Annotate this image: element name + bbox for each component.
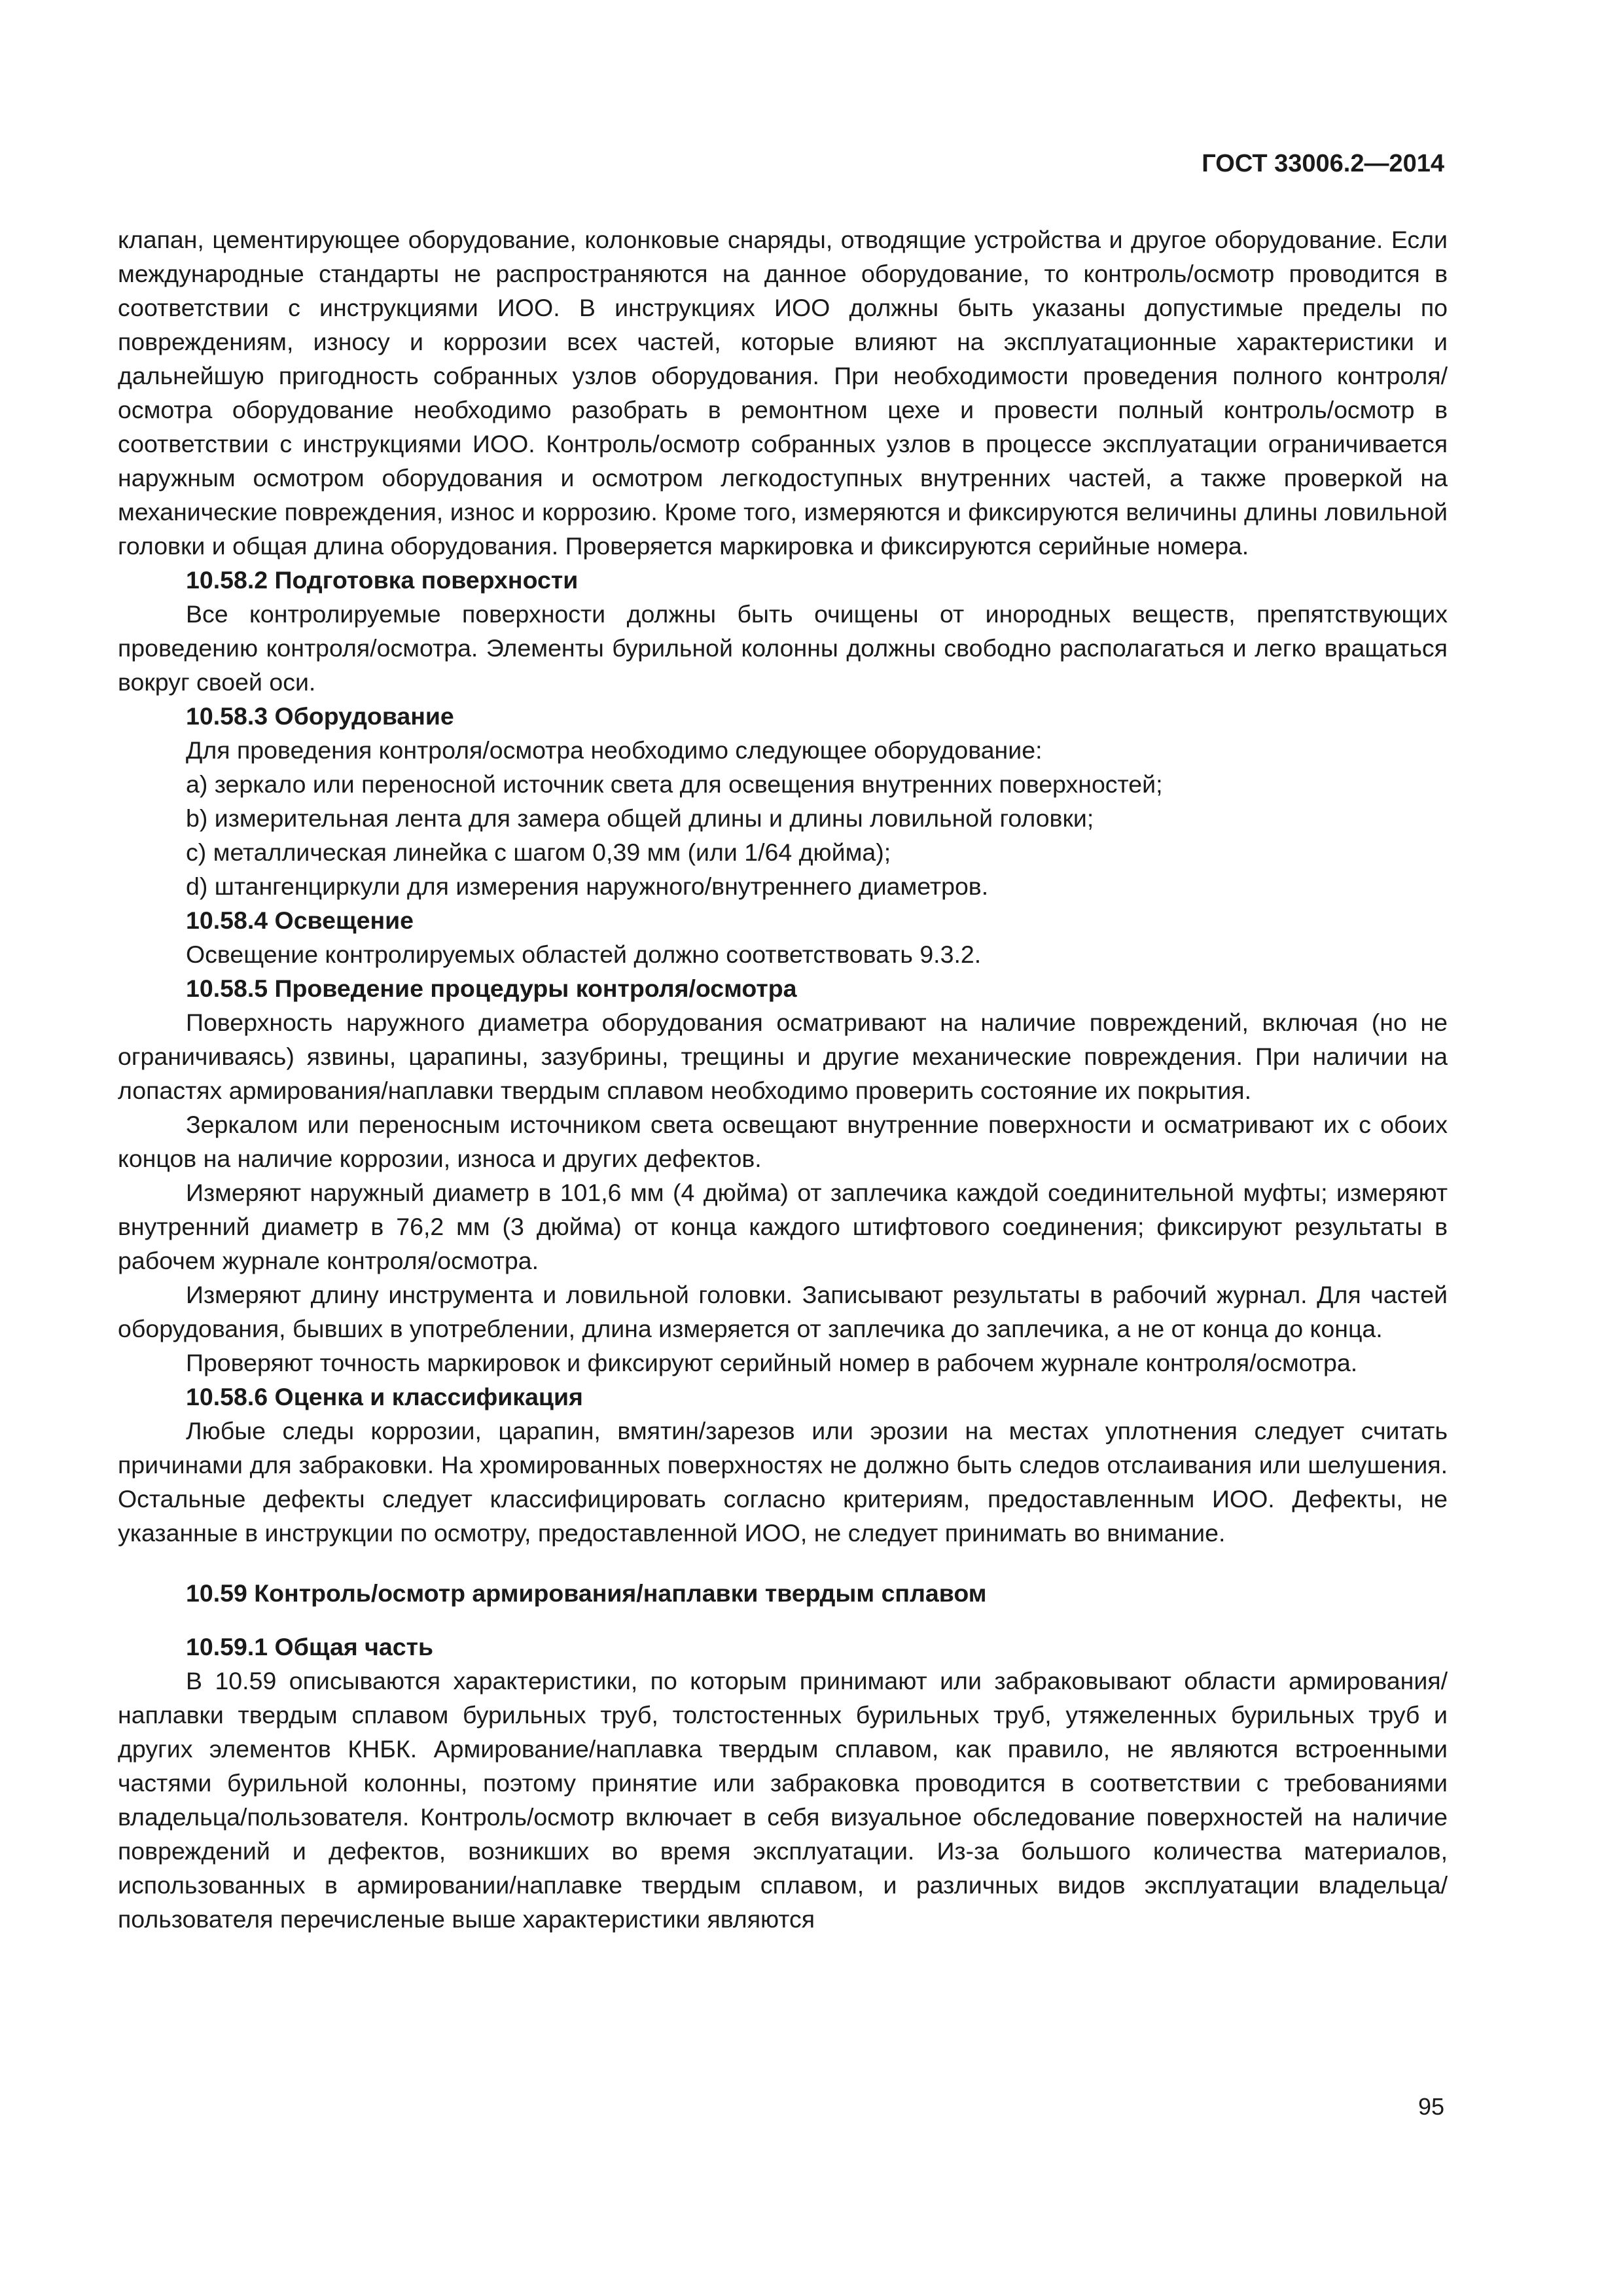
paragraph: Поверхность наружного диаметра оборудования осматривают на наличие повреждений, включая (но не ограничиваясь) язвины, царапины, зазубрины, трещины и другие механические повреждения. При наличии на лопастях армирования/наплавки твердым сплавом необходимо проверить состояние их покрытия. — [118, 1009, 1448, 1104]
paragraph: Измеряют длину инструмента и ловильной головки. Записывают результаты в рабочий журнал. Для частей оборудования, бывших в употреблении, длина измеряется от заплечика до заплечика, а не от конца до конца. — [118, 1281, 1448, 1342]
paragraph: Измеряют наружный диаметр в 101,6 мм (4 дюйма) от заплечика каждой соединительной муфты; измеряют внутренний диаметр в 76,2 мм (3 дюйма) от конца каждого штифтового соединения; фиксируют результаты в рабочем журнале контроля/осмотра. — [118, 1179, 1448, 1274]
paragraph: В 10.59 описываются характеристики, по которым принимают или забраковывают области армирования/наплавки твердым сплавом бурильных труб, толстостенных бурильных труб, утяжеленных бурильных труб и других элементов КНБК. Армирование/наплавка твердым сплавом, как правило, не являются встроенными частями бурильной колонны, поэтому принятие или забраковка проводится в соответствии с требованиями владельца/пользователя. Контроль/осмотр включает в себя визуальное обследование поверхностей на наличие повреждений и дефектов, возникших во время эксплуатации. Из-за большого количества материалов, использованных в армировании/наплавке твердым сплавом, и различных видов эксплуатации владельца/пользователя перечисленые выше характеристики являются — [118, 1667, 1448, 1933]
intro-paragraph: клапан, цементирующее оборудование, колонковые снаряды, отводящие устройства и другое оборудование. Если международные стандарты не распространяются на данное оборудование, то контроль/осмотр проводится в соответствии с инструкциями ИОО. В инструкциях ИОО должны быть указаны допустимые пределы по повреждениям, износу и коррозии всех частей, которые влияют на эксплуатационные характеристики и дальнейшую пригодность собранных узлов оборудования. При необходимости проведения полного контроля/осмотра оборудование необходимо разобрать в ремонтном цехе и провести полный контроль/осмотр в соответствии с инструкциями ИОО. Контроль/осмотр собранных узлов в процессе эксплуатации ограничивается наружным осмотром оборудования и осмотром легкодоступных внутренних частей, а также проверкой на механические повреждения, износ и коррозию. Кроме того, измеряются и фиксируются величины длины ловильной головки и общая длина оборудования. Проверяется маркировка и фиксируются серийные номера. — [118, 226, 1448, 560]
list-item: a) зеркало или переносной источник света для освещения внутренних поверхностей; — [186, 770, 1163, 798]
section-heading: 10.59.1 Общая часть — [186, 1633, 434, 1660]
paragraph: Зеркалом или переносным источником света освещают внутренние поверхности и осматривают их с обоих концов на наличие коррозии, износа и других дефектов. — [118, 1111, 1448, 1172]
section-heading: 10.58.4 Освещение — [186, 906, 414, 934]
paragraph: Для проведения контроля/осмотра необходимо следующее оборудование: — [186, 736, 1043, 764]
section-heading: 10.58.6 Оценка и классификация — [186, 1383, 583, 1410]
document-id-header: ГОСТ 33006.2—2014 — [1202, 150, 1444, 177]
list-item: d) штангенциркули для измерения наружного/внутреннего диаметров. — [186, 872, 989, 900]
list-item: c) металлическая линейка с шагом 0,39 мм (или 1/64 дюйма); — [186, 838, 891, 866]
section-heading: 10.58.5 Проведение процедуры контроля/осмотра — [186, 975, 797, 1002]
list-item: b) измерительная лента для замера общей длины и длины ловильной головки; — [186, 804, 1094, 832]
document-body — [118, 223, 1448, 1936]
paragraph: Проверяют точность маркировок и фиксируют серийный номер в рабочем журнале контроля/осмотра. — [186, 1349, 1358, 1376]
page-number: 95 — [1418, 2093, 1444, 2120]
section-heading-major: 10.59 Контроль/осмотр армирования/наплавки твердым сплавом — [186, 1579, 987, 1607]
paragraph: Все контролируемые поверхности должны быть очищены от инородных веществ, препятствующих проведению контроля/осмотра. Элементы бурильной колонны должны свободно располагаться и легко вращаться вокруг своей оси. — [118, 600, 1448, 696]
section-heading: 10.58.2 Подготовка поверхности — [186, 566, 579, 594]
section-heading: 10.58.3 Оборудование — [186, 702, 454, 730]
paragraph: Любые следы коррозии, царапин, вмятин/зарезов или эрозии на местах уплотнения следует считать причинами для забраковки. На хромированных поверхностях не должно быть следов отслаивания или шелушения. Остальные дефекты следует классифицировать согласно критериям, предоставленным ИОО. Дефекты, не указанные в инструкции по осмотру, предоставленной ИОО, не следует принимать во внимание. — [118, 1417, 1448, 1547]
paragraph: Освещение контролируемых областей должно соответствовать 9.3.2. — [186, 941, 982, 968]
